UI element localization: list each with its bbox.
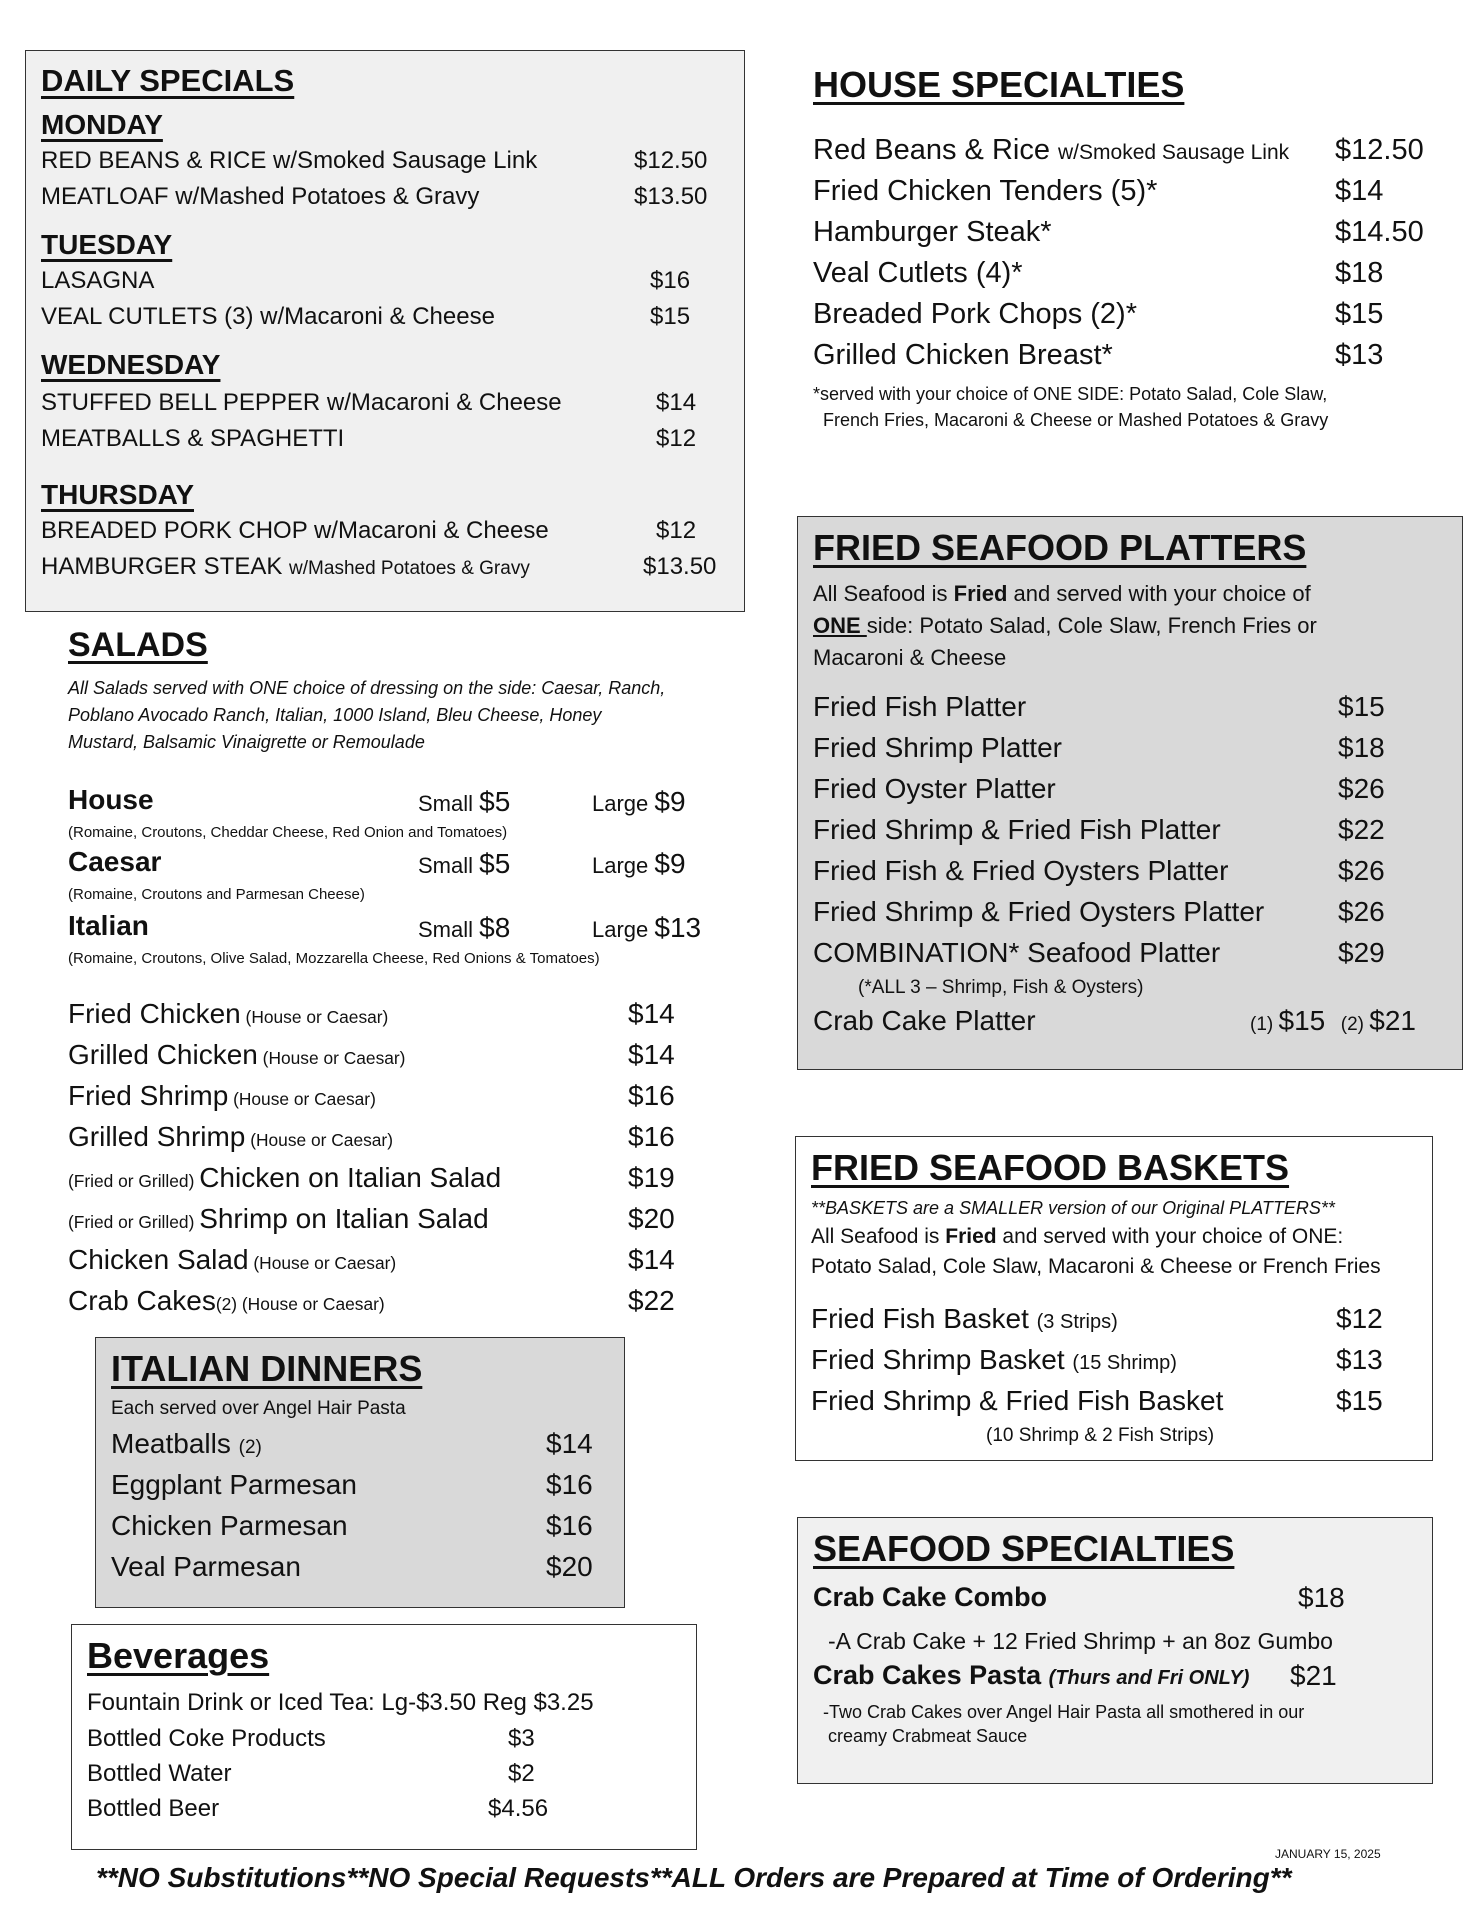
salad-large: Large $9 — [592, 786, 686, 817]
house-item: Red Beans & Rice w/Smoked Sausage Link — [813, 134, 1290, 166]
topping-item: (Fried or Grilled) Shrimp on Italian Salad — [68, 1203, 489, 1234]
italian-price: $16 — [546, 1510, 593, 1541]
salads-title: SALADS — [68, 626, 208, 664]
platter-item: COMBINATION* Seafood Platter — [813, 937, 1221, 968]
beverage-item: Bottled Beer — [87, 1795, 220, 1822]
platter-item: Fried Fish & Fried Oysters Platter — [813, 855, 1229, 886]
daily-price: $13.50 — [634, 183, 708, 210]
crab-cakes-pasta: Crab Cakes Pasta (Thurs and Fri ONLY) — [813, 1660, 1250, 1690]
salad-large: Large $13 — [592, 912, 702, 943]
daily-item: STUFFED BELL PEPPER w/Macaroni & Cheese — [41, 389, 562, 416]
topping-item: Chicken Salad (House or Caesar) — [68, 1244, 397, 1275]
beverage-price: $2 — [508, 1760, 535, 1787]
baskets-desc: Potato Salad, Cole Slaw, Macaroni & Cheese or French Fries — [811, 1255, 1381, 1278]
italian-dinners-box — [95, 1337, 625, 1608]
daily-price: $12 — [656, 517, 697, 544]
topping-price: $22 — [628, 1285, 675, 1316]
beverage-fountain: Fountain Drink or Iced Tea: Lg-$3.50 Reg $3.25 — [87, 1689, 594, 1716]
beverage-price: $4.56 — [488, 1795, 549, 1822]
salad-small: Small $5 — [418, 786, 511, 817]
basket-price: $13 — [1336, 1344, 1383, 1375]
salad-name: Italian — [68, 910, 149, 941]
platter-price: $26 — [1338, 773, 1385, 804]
basket-item: Fried Fish Basket (3 Strips) — [811, 1303, 1118, 1334]
daily-price: $15 — [650, 303, 691, 330]
daily-price: $13.50 — [643, 553, 717, 580]
italian-price: $16 — [546, 1469, 593, 1500]
daily-item: BREADED PORK CHOP w/Macaroni & Cheese — [41, 517, 549, 544]
salad-name: House — [68, 784, 154, 815]
house-item: Veal Cutlets (4)* — [813, 257, 1023, 289]
crab-cakes-pasta-price: $21 — [1290, 1660, 1337, 1691]
salads-desc: Poblano Avocado Ranch, Italian, 1000 Island, Bleu Cheese, Honey — [68, 705, 602, 725]
daily-price: $14 — [656, 389, 697, 416]
topping-item: Fried Chicken (House or Caesar) — [68, 998, 389, 1029]
daily-item: HAMBURGER STEAK w/Mashed Potatoes & Gravy — [41, 553, 530, 580]
daily-item: MEATLOAF w/Mashed Potatoes & Gravy — [41, 183, 480, 210]
daily-item: RED BEANS & RICE w/Smoked Sausage Link — [41, 147, 538, 174]
baskets-note: **BASKETS are a SMALLER version of our Original PLATTERS** — [811, 1198, 1335, 1218]
salad-name: Caesar — [68, 846, 162, 877]
italian-item: Veal Parmesan — [111, 1551, 301, 1582]
basket-item: Fried Shrimp Basket (15 Shrimp) — [811, 1344, 1177, 1375]
house-note: *served with your choice of ONE SIDE: Potato Salad, Cole Slaw, — [813, 384, 1328, 404]
menu-date: JANUARY 15, 2025 — [1275, 1847, 1381, 1861]
daily-item: MEATBALLS & SPAGHETTI — [41, 425, 345, 452]
fried-baskets-title: FRIED SEAFOOD BASKETS — [811, 1147, 1290, 1188]
topping-item: Grilled Chicken (House or Caesar) — [68, 1039, 406, 1070]
platter-price: $29 — [1338, 937, 1385, 968]
platter-price: $22 — [1338, 814, 1385, 845]
daily-item: LASAGNA — [41, 267, 155, 294]
topping-price: $20 — [628, 1203, 675, 1234]
basket-price: $15 — [1336, 1385, 1383, 1416]
beverages-box — [71, 1624, 697, 1850]
daily-price: $12 — [656, 425, 697, 452]
topping-price: $14 — [628, 998, 675, 1029]
house-note: French Fries, Macaroni & Cheese or Mashed Potatoes & Gravy — [823, 410, 1329, 430]
topping-item: Fried Shrimp (House or Caesar) — [68, 1080, 376, 1111]
salads-desc: All Salads served with ONE choice of dressing on the side: Caesar, Ranch, — [68, 678, 666, 698]
beverage-item: Bottled Coke Products — [87, 1725, 326, 1752]
salad-small: Small $5 — [418, 848, 511, 879]
day-thursday: THURSDAY — [41, 479, 194, 510]
salad-large: Large $9 — [592, 848, 686, 879]
house-price: $14.50 — [1335, 216, 1424, 248]
daily-item: VEAL CUTLETS (3) w/Macaroni & Cheese — [41, 303, 495, 330]
daily-price: $12.50 — [634, 147, 708, 174]
crab-cakes-pasta-desc: creamy Crabmeat Sauce — [828, 1726, 1028, 1746]
house-specialties-title: HOUSE SPECIALTIES — [813, 64, 1185, 105]
house-price: $14 — [1335, 175, 1384, 207]
topping-price: $14 — [628, 1039, 675, 1070]
italian-dinners-title: ITALIAN DINNERS — [111, 1348, 423, 1389]
platter-price: $26 — [1338, 855, 1385, 886]
platters-desc: ONE side: Potato Salad, Cole Slaw, French Fries or — [813, 613, 1317, 638]
day-monday: MONDAY — [41, 109, 163, 140]
house-item: Fried Chicken Tenders (5)* — [813, 175, 1158, 207]
platters-desc: Macaroni & Cheese — [813, 645, 1007, 670]
combo-note: (*ALL 3 – Shrimp, Fish & Oysters) — [858, 977, 1144, 998]
basket-sub: (10 Shrimp & 2 Fish Strips) — [986, 1425, 1215, 1446]
topping-price: $16 — [628, 1121, 675, 1152]
crab-cake-combo-price: $18 — [1298, 1582, 1345, 1613]
platter-item: Fried Shrimp & Fried Oysters Platter — [813, 896, 1265, 927]
house-price: $13 — [1335, 339, 1384, 371]
crab-cake-combo-desc: -A Crab Cake + 12 Fried Shrimp + an 8oz Gumbo — [828, 1628, 1333, 1654]
seafood-specialties-title: SEAFOOD SPECIALTIES — [813, 1528, 1235, 1569]
crab-cake-combo: Crab Cake Combo — [813, 1582, 1048, 1612]
crab-cakes-pasta-desc: -Two Crab Cakes over Angel Hair Pasta all smothered in our — [823, 1702, 1305, 1722]
basket-price: $12 — [1336, 1303, 1383, 1334]
platter-item: Fried Oyster Platter — [813, 773, 1056, 804]
platter-item: Fried Shrimp Platter — [813, 732, 1062, 763]
seafood-specialties-box — [797, 1517, 1433, 1784]
daily-specials-title: DAILY SPECIALS — [41, 63, 295, 98]
daily-specials-box — [25, 50, 745, 612]
house-item: Grilled Chicken Breast* — [813, 339, 1113, 371]
italian-desc: Each served over Angel Hair Pasta — [111, 1398, 406, 1419]
platter-price: $15 — [1338, 691, 1385, 722]
topping-price: $19 — [628, 1162, 675, 1193]
italian-item: Chicken Parmesan — [111, 1510, 348, 1541]
platter-item: Fried Fish Platter — [813, 691, 1027, 722]
italian-item: Eggplant Parmesan — [111, 1469, 357, 1500]
topping-item: Grilled Shrimp (House or Caesar) — [68, 1121, 393, 1152]
house-item: Hamburger Steak* — [813, 216, 1052, 248]
fried-platters-title: FRIED SEAFOOD PLATTERS — [813, 527, 1307, 568]
beverages-title: Beverages — [87, 1635, 270, 1676]
salad-desc: (Romaine, Croutons, Cheddar Cheese, Red Onion and Tomatoes) — [68, 824, 508, 841]
italian-price: $20 — [546, 1551, 593, 1582]
day-tuesday: TUESDAY — [41, 229, 173, 260]
platter-price: $18 — [1338, 732, 1385, 763]
topping-item: (Fried or Grilled) Chicken on Italian Salad — [68, 1162, 502, 1193]
footer-notice: **NO Substitutions**NO Special Requests**ALL Orders are Prepared at Time of Ordering** — [96, 1862, 1292, 1893]
salad-small: Small $8 — [418, 912, 511, 943]
topping-price: $14 — [628, 1244, 675, 1275]
house-price: $18 — [1335, 257, 1384, 289]
topping-price: $16 — [628, 1080, 675, 1111]
day-wednesday: WEDNESDAY — [41, 349, 221, 380]
daily-price: $16 — [650, 267, 691, 294]
salads-desc: Mustard, Balsamic Vinaigrette or Remoulade — [68, 732, 425, 752]
house-item: Breaded Pork Chops (2)* — [813, 298, 1137, 330]
topping-item: Crab Cakes(2) (House or Caesar) — [68, 1285, 385, 1316]
platter-item: Fried Shrimp & Fried Fish Platter — [813, 814, 1221, 845]
salad-desc: (Romaine, Croutons, Olive Salad, Mozzarella Cheese, Red Onions & Tomatoes) — [68, 950, 600, 967]
italian-price: $14 — [546, 1428, 593, 1459]
baskets-desc: All Seafood is Fried and served with your choice of ONE: — [811, 1225, 1344, 1248]
italian-item: Meatballs (2) — [111, 1428, 262, 1459]
basket-item: Fried Shrimp & Fried Fish Basket — [811, 1385, 1224, 1416]
crab-cake-platter-prices: (1) $15 (2) $21 — [1250, 1005, 1416, 1036]
salad-desc: (Romaine, Croutons and Parmesan Cheese) — [68, 886, 365, 903]
crab-cake-platter: Crab Cake Platter — [813, 1005, 1036, 1036]
house-price: $15 — [1335, 298, 1384, 330]
platters-desc: All Seafood is Fried and served with your choice of — [813, 581, 1311, 606]
beverage-item: Bottled Water — [87, 1760, 232, 1787]
house-price: $12.50 — [1335, 134, 1424, 166]
fried-platters-box — [797, 516, 1463, 1070]
platter-price: $26 — [1338, 896, 1385, 927]
beverage-price: $3 — [508, 1725, 535, 1752]
fried-baskets-box — [795, 1136, 1433, 1461]
